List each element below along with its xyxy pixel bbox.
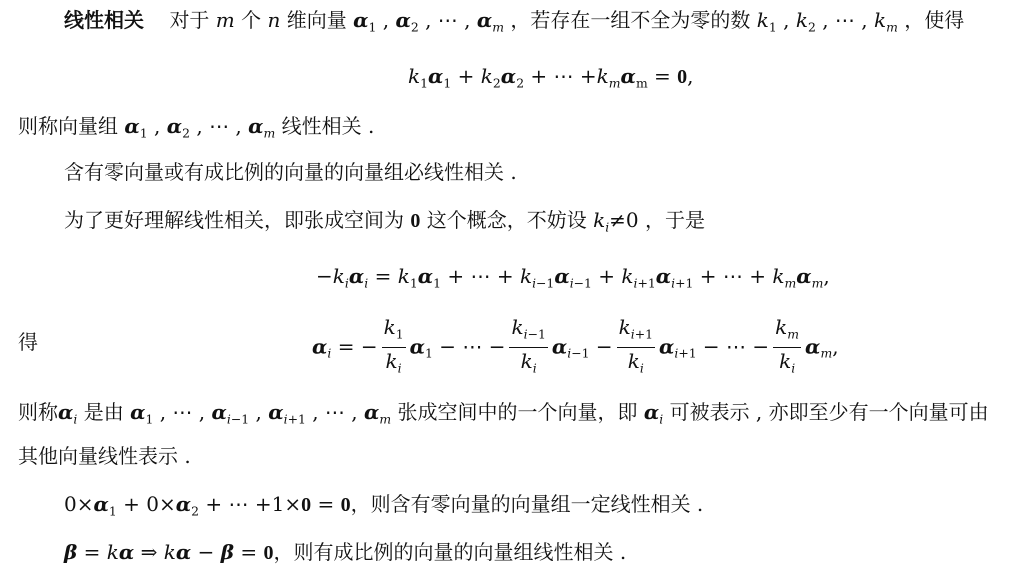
paragraph-represent: 则称$\alpha_i$ 是由 $\alpha_1$ , ⋯ , $\alpha_{i-1}$ , $\alpha_{i+1}$ , ⋯ , $\alpha_m$ 张成空间中的一个向量，即 $\alpha_i$ 可被表示 , 亦即至少有一个向量可由 <box>18 400 989 427</box>
text: 为了更好理解线性相关，即张成空间为 <box>64 208 404 232</box>
text: 对于 <box>169 8 210 32</box>
math-inline: β = kα ⇒ kα − β = 0 <box>64 540 274 564</box>
paragraph-proportional-example <box>64 538 626 567</box>
equation-linear-combination: $k_1\alpha_1 + k_2\alpha_2$ + ⋯ $+k_m\alpha_m = 0$, <box>408 64 694 91</box>
text: 个 <box>241 8 262 32</box>
text: 这个概念，不妨设 <box>426 208 587 232</box>
label-de: 得 <box>18 330 38 354</box>
paragraph-span <box>64 206 705 241</box>
math-inline: $\alpha_1$ , ⋯ , $\alpha_{i-1}$ , $\alpha_{i+1}$ , ⋯ , $\alpha_m$ <box>130 400 392 427</box>
text: ，则含有零向量的向量组一定线性相关 . <box>350 492 704 516</box>
fraction: $\frac{k_{i-1}}{k_i}$ <box>511 315 546 376</box>
paragraph-zero-example <box>64 490 703 525</box>
fraction: $\frac{k_m}{k_i}$ <box>775 315 800 376</box>
math-inline: $k_i\ne 0$ <box>593 208 639 235</box>
math-inline: $\alpha_1$ , $\alpha_2$ , ⋯ , $\alpha_m$ <box>124 114 276 141</box>
definition-term: 线性相关 <box>64 10 144 32</box>
math-var: m <box>215 8 235 32</box>
math-var: n <box>267 8 281 32</box>
text: 张成空间中的一个向量，即 <box>397 400 638 424</box>
text: 是由 <box>83 400 124 424</box>
text: 则称向量组 <box>18 114 118 138</box>
text: 可被表示 , 亦即至少有一个向量可由 <box>669 400 989 424</box>
text: ，则有成比例的向量的向量组线性相关 . <box>273 540 627 564</box>
math-inline: $k_1$ , $k_2$ , ⋯ , $k_m$ <box>756 8 898 35</box>
math-inline: $\alpha_1$ , $\alpha_2$ , ⋯ , $\alpha_m$ <box>353 8 505 35</box>
math-inline: $0\times\alpha_1 + 0\times\alpha_2$ + ⋯ +1×0 = 0 <box>64 492 351 519</box>
text: 则称 <box>18 400 58 424</box>
text: 线性相关 . <box>281 114 375 138</box>
equation-rearranged: $-k_i\alpha_i = k_1\alpha_1$ + ⋯ + $k_{i-1}\alpha_{i-1} + k_{i+1}\alpha_{i+1}$ + ⋯ + $k_m\alpha_m$, <box>316 264 830 291</box>
fraction: $\frac{k_{i+1}}{k_i}$ <box>618 315 653 376</box>
fraction: $\frac{k_1}{k_i}$ <box>383 315 404 376</box>
paragraph-zero-vector: 含有零向量或有成比例的向量的向量组必线性相关 . <box>64 160 517 184</box>
definition-line <box>64 6 964 41</box>
text: ，使得 <box>904 8 965 32</box>
text: 维向量 <box>286 8 347 32</box>
zero-vector: 0 <box>410 210 421 232</box>
text: ，若存在一组不全为零的数 <box>510 8 751 32</box>
text: ，于是 <box>645 208 706 232</box>
paragraph-represent-cont: 其他向量线性表示 . <box>18 444 191 468</box>
definition-conclusion <box>18 112 374 147</box>
equation-alpha-i: $\alpha_i$ = − $\frac{k_1}{k_i}$ $\alpha_1$ − ⋯ − $\frac{k_{i-1}}{k_i}$ $\alpha_{i-1}$ − $\frac{k_{i+1}}{k_i}$ $\alpha_{i+1}$ − ⋯ − $\frac{k_m}{k_i}$ $\alpha_m$, <box>312 314 839 382</box>
